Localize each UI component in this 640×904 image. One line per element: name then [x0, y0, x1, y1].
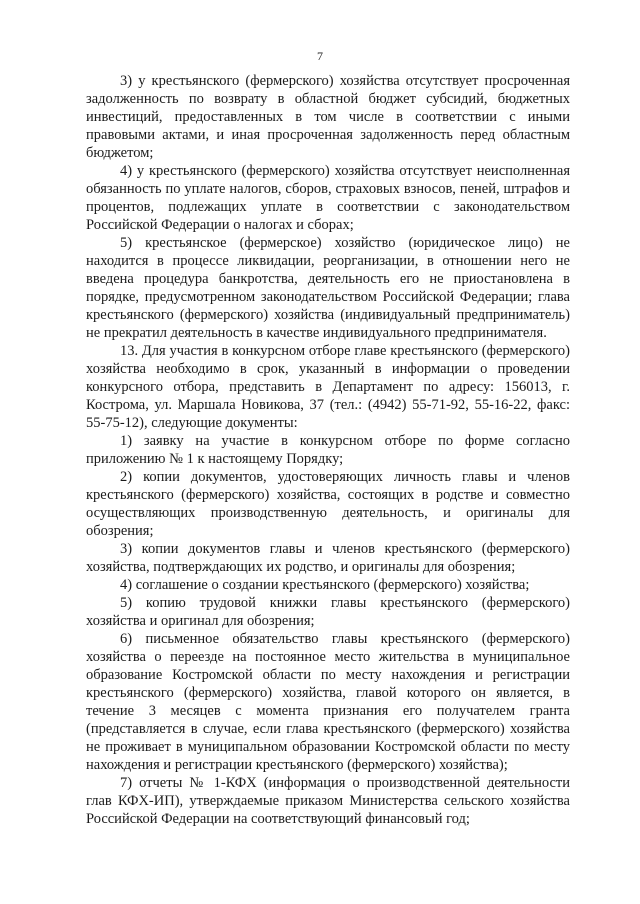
document-body	[86, 72, 570, 828]
paragraph-document-1: 1) заявку на участие в конкурсном отборе по форме согласно приложению № 1 к настоящему Порядку;	[86, 433, 570, 467]
paragraph-condition-5: 5) крестьянское (фермерское) хозяйство (юридическое лицо) не находится в процессе ликвидации, реорганизации, в отношении него не введена процедура банкротства, деятельность его не приостановлена в порядке, предусмотренном законодательством Российской Федерации; глава крестьянского (фермерского) хозяйства (индивидуальный предприниматель) не прекратил деятельность в качестве индивидуального предпринимателя.	[86, 235, 570, 341]
paragraph-condition-4: 4) у крестьянского (фермерского) хозяйства отсутствует неисполненная обязанность по уплате налогов, сборов, страховых взносов, пеней, штрафов и процентов, подлежащих уплате в соответствии с законодательством Российской Федерации о налогах и сборах;	[86, 163, 570, 233]
paragraph-document-3: 3) копии документов главы и членов крестьянского (фермерского) хозяйства, подтверждающих их родство, и оригиналы для обозрения;	[86, 541, 570, 575]
paragraph-document-5: 5) копию трудовой книжки главы крестьянского (фермерского) хозяйства и оригинал для обозрения;	[86, 595, 570, 629]
paragraph-document-6: 6) письменное обязательство главы крестьянского (фермерского) хозяйства о переезде на постоянное место жительства в муниципальное образование Костромской области по месту нахождения и регистрации крестьянского (фермерского) хозяйства, главой которого он является, в течение 3 месяцев с момента признания его получателем гранта (представляется в случае, если глава крестьянского (фермерского) хозяйства не проживает в муниципальном образовании Костромской области по месту нахождения и регистрации крестьянского (фермерского) хозяйства);	[86, 631, 570, 773]
paragraph-document-7: 7) отчеты № 1-КФХ (информация о производственной деятельности глав КФХ-ИП), утверждаемые приказом Министерства сельского хозяйства Российской Федерации на соответствующий финансовый год;	[86, 775, 570, 827]
paragraph-condition-3: 3) у крестьянского (фермерского) хозяйства отсутствует просроченная задолженность по возврату в областной бюджет субсидий, бюджетных инвестиций, предоставленных в том числе в соответствии с иными правовыми актами, и иная просроченная задолженность перед областным бюджетом;	[86, 73, 570, 161]
page-number: 7	[317, 49, 323, 63]
paragraph-document-4: 4) соглашение о создании крестьянского (фермерского) хозяйства;	[120, 577, 530, 593]
paragraph-section-13: 13. Для участия в конкурсном отборе главе крестьянского (фермерского) хозяйства необходимо в срок, указанный в информации о проведении конкурсного отбора, представить в Департамент по адресу: 156013, г. Кострома, ул. Маршала Новикова, 37 (тел.: (4942) 55-71-92, 55-16-22, факс: 55-75-12), следующие документы:	[86, 343, 570, 431]
paragraph-document-2: 2) копии документов, удостоверяющих личность главы и членов крестьянского (фермерского) хозяйства, состоящих в родстве и совместно осуществляющих производственную деятельность, и оригиналы для обозрения;	[86, 469, 570, 539]
